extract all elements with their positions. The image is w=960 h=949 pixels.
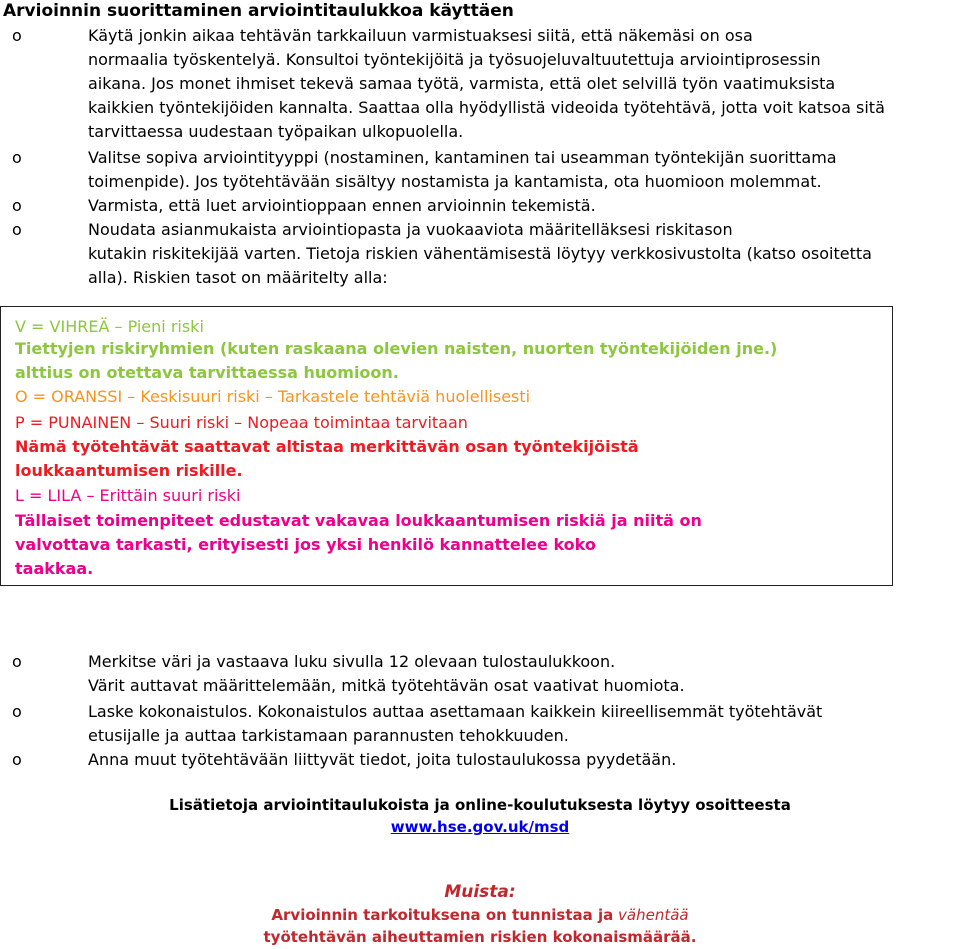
muista-line-1 [0, 904, 960, 926]
red-risk-text: loukkaantumisen riskille. [15, 461, 243, 480]
text-line: kutakin riskitekijää varten. Tietoja riskien vähentämisestä löytyy verkkosivustolta (katso osoitetta [88, 244, 872, 263]
text-line: etusijalle ja auttaa tarkistamaan parannusten tehokkuuden. [88, 726, 569, 745]
page-title: Arvioinnin suorittaminen arviointitaulukkoa käyttäen [3, 1, 514, 21]
bullet: o [12, 702, 22, 721]
bullet: o [12, 652, 22, 671]
text-line: alla). Riskien tasot on määritelty alla: [88, 268, 388, 287]
text-line: Merkitse väri ja vastaava luku sivulla 12 olevaan tulostaulukkoon. [88, 652, 616, 671]
bullet: o [12, 148, 22, 167]
green-risk-text: alttius on otettava tarvittaessa huomioon. [15, 363, 399, 382]
muista-line-1-bold: Arvioinnin tarkoituksena on tunnistaa ja [271, 906, 614, 924]
purple-risk-text: taakkaa. [15, 559, 94, 578]
bullet: o [12, 750, 22, 769]
text-line: normaalia työskentelyä. Konsultoi työntekijöitä ja työsuojeluvaltuutettuja arviointiprosessin [88, 50, 821, 69]
purple-risk-heading: L = LILA – Erittäin suuri riski [15, 486, 241, 505]
risk-level-box [0, 306, 893, 586]
bullet: o [12, 220, 22, 239]
purple-risk-text: Tällaiset toimenpiteet edustavat vakavaa loukkaantumisen riskiä ja niitä on [15, 511, 702, 530]
hse-link[interactable]: www.hse.gov.uk/msd [390, 818, 570, 836]
text-line: Valitse sopiva arviointityyppi (nostaminen, kantaminen tai useamman työntekijän suorittama [88, 148, 837, 167]
bullet: o [12, 196, 22, 215]
text-line: Käytä jonkin aikaa tehtävän tarkkailuun varmistuaksesi siitä, että näkemäsi on osa [88, 26, 753, 45]
text-line: Värit auttavat määrittelemään, mitkä työtehtävän osat vaativat huomiota. [88, 676, 685, 695]
muista-line-1-italic: vähentää [618, 906, 689, 924]
text-line: Noudata asianmukaista arviointiopasta ja vuokaaviota määritelläksesi riskitason [88, 220, 733, 239]
text-line: Varmista, että luet arviointioppaan ennen arvioinnin tekemistä. [88, 196, 596, 215]
green-risk-text: Tiettyjen riskiryhmien (kuten raskaana olevien naisten, nuorten työntekijöiden jne.) [15, 339, 778, 358]
text-line: kaikkien työntekijöiden kannalta. Saattaa olla hyödyllistä videoida työtehtävä, jotta voit katsoa sitä [88, 98, 885, 117]
muista-line-2: työtehtävän aiheuttamien riskien kokonaismäärää. [263, 928, 697, 946]
text-line: Anna muut työtehtävään liittyvät tiedot, joita tulostaulukossa pyydetään. [88, 750, 677, 769]
text-line: aikana. Jos monet ihmiset tekevä samaa työtä, varmista, että olet selvillä työn vaatimuksista [88, 74, 836, 93]
muista-heading: Muista: [444, 882, 516, 902]
red-risk-heading: P = PUNAINEN – Suuri riski – Nopeaa toimintaa tarvitaan [15, 413, 468, 432]
red-risk-text: Nämä työtehtävät saattavat altistaa merkittävän osan työntekijöistä [15, 437, 639, 456]
text-line: Laske kokonaistulos. Kokonaistulos auttaa asettamaan kaikkein kiireellisemmät työtehtävät [88, 702, 823, 721]
orange-risk-heading: O = ORANSSI – Keskisuuri riski – Tarkastele tehtäviä huolellisesti [15, 387, 531, 406]
info-text: Lisätietoja arviointitaulukoista ja online-koulutuksesta löytyy osoitteesta [169, 796, 791, 814]
text-line: tarvittaessa uudestaan työpaikan ulkopuolella. [88, 122, 464, 141]
green-risk-heading: V = VIHREÄ – Pieni riski [15, 317, 204, 336]
bullet: o [12, 26, 22, 45]
text-line: toimenpide). Jos työtehtävään sisältyy nostamista ja kantamista, ota huomioon molemmat. [88, 172, 822, 191]
purple-risk-text: valvottava tarkasti, erityisesti jos yksi henkilö kannattelee koko [15, 535, 596, 554]
